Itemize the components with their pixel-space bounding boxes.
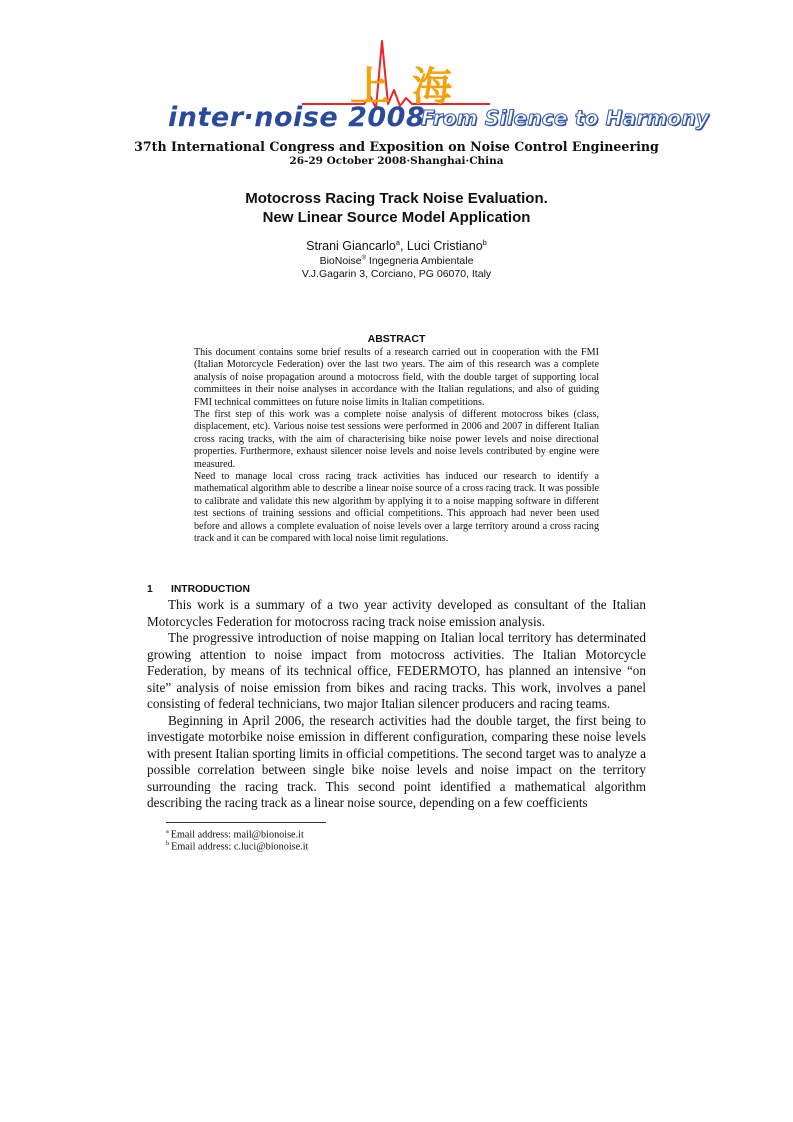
author-mark: a — [395, 238, 400, 247]
abstract-body — [194, 347, 599, 546]
paper-title — [0, 189, 793, 227]
conference-slogan: From Silence to Harmony — [421, 106, 709, 130]
internoise-brand: inter·noise 2008 — [168, 102, 426, 133]
abstract-paragraph: This document contains some brief results of a research carried out in cooperation with the FMI (Italian Motorcycle Federation) over the last two years. The aim of this research was a complete analysis of noise propagation around a motocross field, with the double target of supporting local committees in their noise analyses in accordance with the Italian regulations, and also of guiding FMI technical committees on future noise limits in Italian competitions. — [194, 347, 599, 408]
body-paragraph: The progressive introduction of noise mapping on Italian local territory has determinated growing attention to noise impact from motocross activities. The Italian Motorcycle Federation, by means of its technical office, FEDERMOTO, has planned an intensive “on site” analysis of noise emission from bikes and racing tracks. This work, involves a panel consisting of federal technicians, two major Italian silencer producers and racing teams. — [147, 630, 646, 711]
section-number: 1 — [147, 584, 153, 595]
abstract-paragraph: The first step of this work was a complete noise analysis of different motocross bikes (class, displacement, etc). Various noise test sessions were performed in 2006 and 2007 in different Italian cross racing tracks, with the aim of characterising bike noise power levels and noise directional properties. Furthermore, exhaust silencer noise levels and noise levels contributed by engine were measured. — [194, 409, 599, 470]
body-paragraph: This work is a summary of a two year activity developed as consultant of the Italian Motorcycles Federation for motocross racing track noise emission analysis. — [147, 597, 646, 629]
author-list — [0, 238, 793, 253]
affiliation-address: V.J.Gagarin 3, Corciano, PG 06070, Italy — [301, 268, 492, 280]
conference-title: 37th International Congress and Exposition on Noise Control Engineering — [134, 139, 659, 154]
author-name: Luci Cristiano — [406, 239, 483, 254]
abstract-paragraph: Need to manage local cross racing track activities has induced our research to identify a mathematical algorithm able to describe a linear noise source of a cross racing track. It was possible to calibrate and validate this new algorithm by applying it to a noise mapping software in different test sections of training sessions and official competitions. This approach had never been used before and allows a complete evaluation of noise levels over a large territory around a cross racing track and it can be compared with local noise limit regulations. — [194, 471, 599, 545]
author-name: Strani Giancarlo — [306, 239, 396, 254]
shanghai-chinese-mark: 上海 — [350, 64, 474, 110]
affiliation-name: BioNoise — [319, 255, 362, 267]
affiliation-rest: Ingegneria Ambientale — [366, 255, 474, 267]
paper-title-line2: New Linear Source Model Application — [262, 209, 531, 226]
section-heading — [147, 584, 250, 595]
section-title: INTRODUCTION — [171, 584, 250, 595]
conference-header — [0, 0, 793, 170]
author-separator: , — [399, 239, 407, 254]
author-mark: b — [482, 238, 487, 247]
registered-mark: ® — [361, 255, 367, 262]
footnote — [166, 828, 304, 840]
abstract-heading: ABSTRACT — [367, 333, 426, 345]
conference-date: 26-29 October 2008·Shanghai·China — [289, 155, 504, 167]
footnote-mark: a — [166, 828, 169, 835]
footnote-rule — [166, 822, 326, 823]
paper-title-line1: Motocross Racing Track Noise Evaluation. — [245, 190, 548, 207]
footnote-text: Email address: c.luci@bionoise.it — [171, 841, 309, 853]
footnote — [166, 840, 308, 852]
body-paragraph: Beginning in April 2006, the research activities had the double target, the first being to investigate motorbike noise emission in different configuration, comparing these noise levels with present Italian sporting limits in official competitions. The second target was to analyze a possible correlation between single bike noise levels and noise impact on the territory surrounding the racing track. This second point identified a mathematical algorithm describing the racing track as a linear noise source, depending on a few coefficients — [147, 712, 646, 810]
section-body — [147, 597, 646, 812]
footnote-text: Email address: mail@bionoise.it — [170, 829, 304, 841]
affiliation — [0, 255, 793, 267]
footnote-mark: b — [166, 840, 170, 847]
